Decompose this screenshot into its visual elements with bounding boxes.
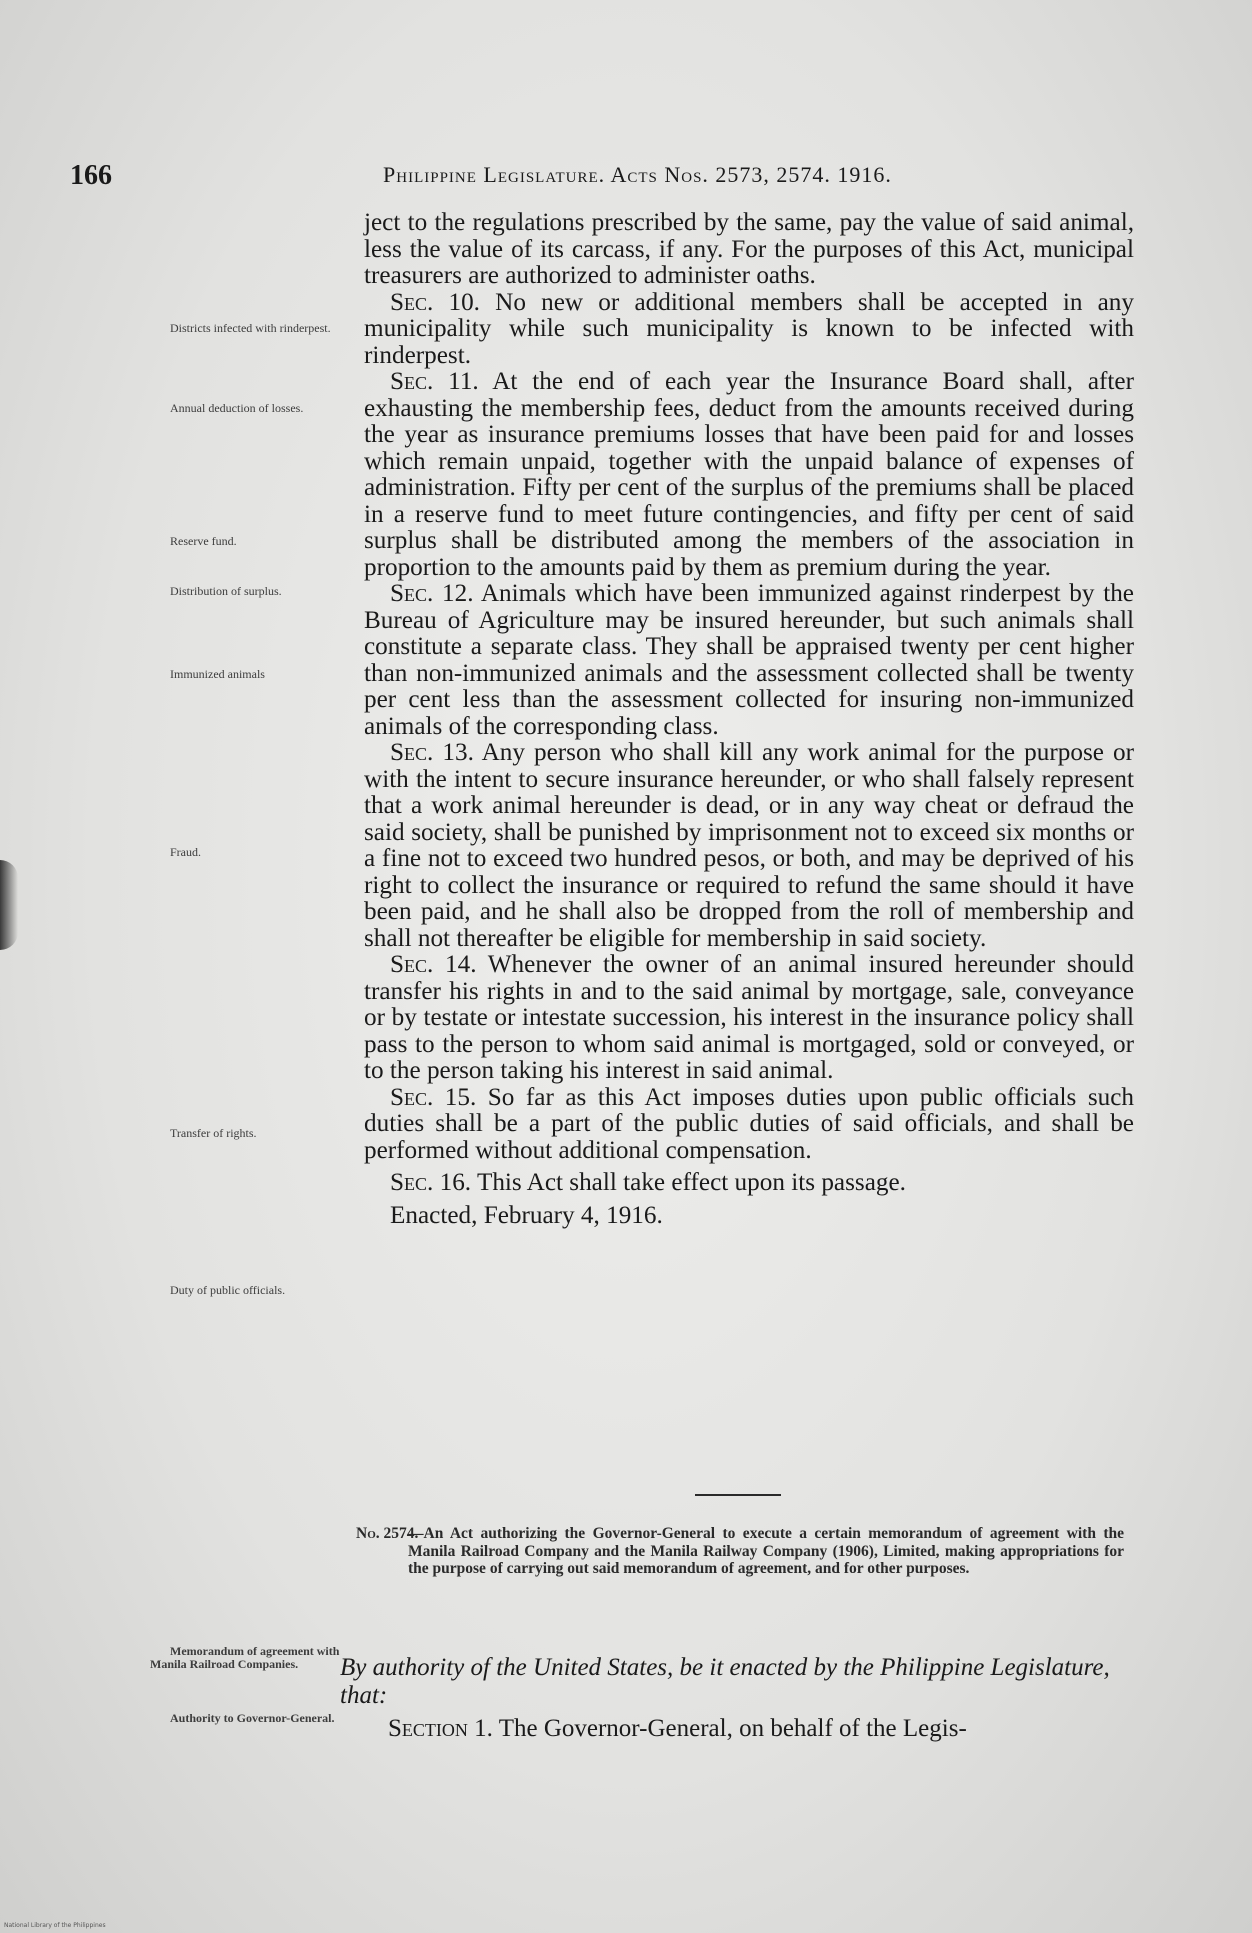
section-16-text: This Act shall take effect upon its passage.: [476, 1169, 906, 1196]
section-10-label: Sec. 10.: [390, 288, 480, 316]
margin-note-immunized: Immunized animals: [170, 667, 265, 681]
act-2574-summary: [356, 1525, 1124, 1578]
section-12-label: Sec. 12.: [390, 580, 474, 607]
section-14: [364, 952, 1134, 1085]
section-10-text: No new or additional members shall be accepted in any municipality while such municipality is known to be infected with rinderpest.: [364, 288, 1134, 369]
binding-shadow: [0, 860, 18, 950]
margin-note-transfer: Transfer of rights.: [170, 1126, 257, 1140]
act-number: No. 2574.: [356, 1525, 419, 1542]
section-15: [364, 1085, 1134, 1165]
section-11-label: Sec. 11.: [390, 368, 479, 395]
section-1-text: The Governor-General, on behalf of the Legis-: [498, 1715, 967, 1742]
margin-note-duty: Duty of public officials.: [170, 1283, 286, 1297]
section-11-text: At the end of each year the Insurance Board shall, after exhausting the membership fees, deduct from the amounts received during the year as insurance premiums losses that have been paid for and losses which remain unpaid, together with the unpaid balance of expenses of administration. Fifty per cent of the surplus of the premiums shall be placed in a reserve fund to meet future contingencies, and fifty per cent of said surplus shall be distributed among the members of the association in proportion to the amounts paid by them as premium during the year.: [364, 368, 1134, 581]
section-12-text: Animals which have been immunized against rinderpest by the Bureau of Agriculture may be insured hereunder, but such animals shall constitute a separate class. They shall be appraised twenty per cent higher than non-immunized animals and the assessment collected shall be twenty per cent less than the assessment collected for insuring non-immunized animals of the corresponding class.: [364, 580, 1134, 740]
section-14-text: Whenever the owner of an animal insured hereunder should transfer his rights in and to the said animal by mortgage, sale, conveyance or by testate or intestate succession, his interest in the insurance policy shall pass to the person to whom said animal is mortgaged, sold or conveyed, or to the person taking his interest in said animal.: [364, 951, 1134, 1084]
main-text-column: [364, 210, 1134, 1229]
section-10: [364, 290, 1134, 370]
section-divider-rule: [695, 1494, 781, 1496]
enacted-line: Enacted, February 4, 1916.: [390, 1201, 663, 1229]
section-14-label: Sec. 14.: [390, 951, 477, 978]
section-1-label: Section 1.: [388, 1715, 493, 1742]
act-title: —An Act authorizing the Governor-General to execute a certain memorandum of agreement with the Manila Railroad Company and the Manila Railway Company (1906), Limited, making appropriations for the purpose of carrying out said memorandum of agreement, and for other purposes.: [408, 1525, 1124, 1577]
section-13: [364, 740, 1134, 952]
margin-note-distribution: Distribution of surplus.: [170, 584, 282, 598]
section-15-label: Sec. 15.: [390, 1083, 477, 1111]
section-16: [364, 1170, 1134, 1197]
scan-credit: National Library of the Philippines: [4, 1922, 106, 1929]
section-13-label: Sec. 13.: [390, 739, 474, 766]
margin-note-authority: Authority to Governor-General.: [170, 1711, 335, 1725]
continuation-paragraph: ject to the regulations prescribed by the same, pay the value of said animal, less the value of its carcass, if any. For the purposes of this Act, municipal treasurers are authorized to administer oaths.: [364, 209, 1134, 289]
margin-note-memorandum: Memorandum of agreement with Manila Railroad Companies.: [150, 1644, 340, 1671]
page-header: [70, 160, 1120, 196]
section-12: [364, 581, 1134, 740]
running-head: Philippine Legislature. Acts Nos. 2573, 2574. 1916.: [383, 162, 892, 187]
section-15-text: So far as this Act imposes duties upon public officials such duties shall be a part of the public duties of said officials, and shall be performed without additional compensation.: [364, 1083, 1134, 1164]
margin-note-annual-deduction: Annual deduction of losses.: [170, 401, 304, 415]
enacting-clause: By authority of the United States, be it enacted by the Philippine Legislature, that:: [340, 1654, 1110, 1709]
section-16-label: Sec. 16.: [390, 1169, 472, 1196]
section-11: [364, 369, 1134, 581]
margin-note-fraud: Fraud.: [170, 845, 201, 859]
section-1: [388, 1715, 1130, 1743]
margin-note-districts: Districts infected with rinderpest.: [170, 321, 331, 335]
section-13-text: Any person who shall kill any work animal for the purpose or with the intent to secure insurance hereunder, or who shall falsely represent that a work animal hereunder is dead, or in any way cheat or defraud the said society, shall be punished by imprisonment not to exceed six months or a fine not to exceed two hundred pesos, or both, and may be deprived of his right to collect the insurance or required to refund the same should it have been paid, and he shall also be dropped from the roll of membership and shall not thereafter be eligible for membership in said society.: [364, 739, 1134, 952]
page-number: 166: [70, 160, 112, 191]
margin-note-reserve-fund: Reserve fund.: [170, 534, 237, 548]
